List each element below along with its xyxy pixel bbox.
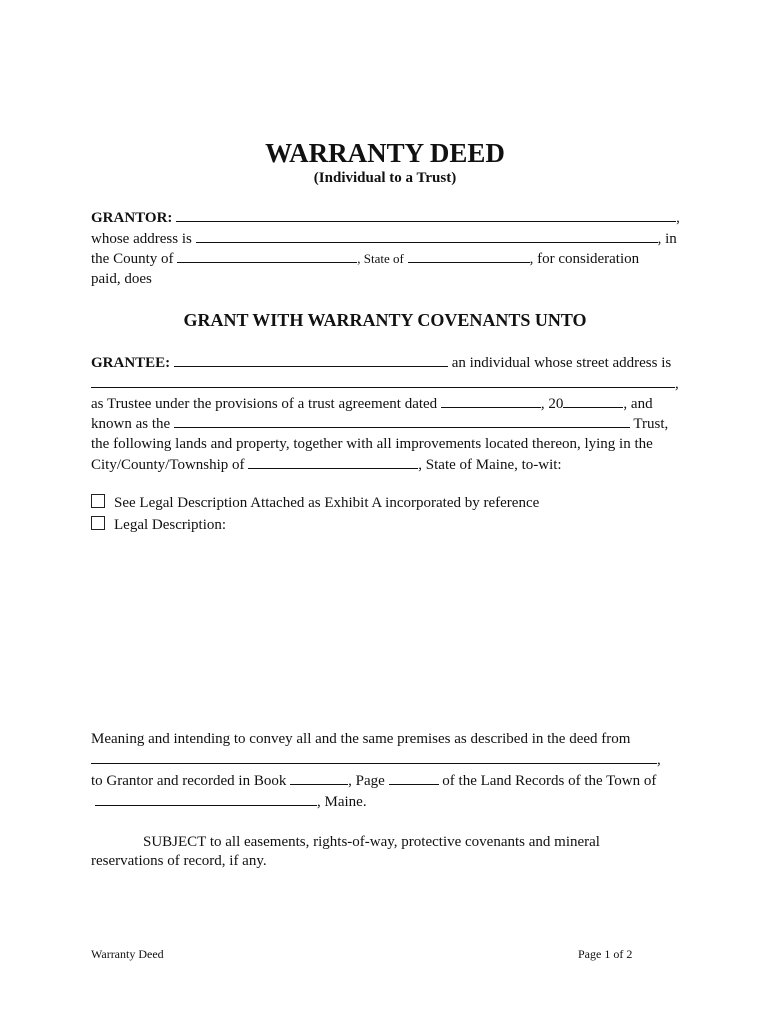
grantee-name-field[interactable]: [174, 352, 448, 367]
paid-does-line: paid, does: [91, 271, 152, 287]
deed-from-field[interactable]: [91, 749, 657, 764]
option-exhibit-a: [91, 493, 539, 513]
grantee-line: [91, 352, 671, 373]
state-maine-text: , State of Maine, to-wit:: [418, 457, 562, 473]
trust-date-field[interactable]: [441, 393, 541, 408]
footer-page-number: Page 1 of 2: [578, 947, 633, 961]
grantor-label: GRANTOR:: [91, 210, 173, 226]
grantee-label: GRANTEE:: [91, 355, 171, 371]
address-label: whose address is: [91, 231, 192, 247]
known-as-line: [91, 413, 668, 434]
town-field[interactable]: [95, 791, 317, 806]
grantor-county-line: [91, 248, 639, 269]
deed-from-line: [91, 749, 661, 770]
trustee-text: as Trustee under the provisions of a trust agreement dated: [91, 396, 438, 412]
grantee-address-field[interactable]: [91, 373, 675, 388]
consideration-text: , for consideration: [529, 251, 640, 267]
trust-year-field[interactable]: [563, 393, 623, 408]
recorded-text: to Grantor and recorded in Book: [91, 773, 287, 789]
township-line: [91, 454, 562, 475]
township-label: City/County/Township of: [91, 457, 245, 473]
trust-end: Trust,: [633, 416, 669, 432]
exhibit-a-label: See Legal Description Attached as Exhibit A incorporated by reference: [114, 495, 540, 511]
punct: ,: [676, 210, 680, 226]
trust-name-field[interactable]: [174, 413, 630, 428]
street-text: an individual whose street address is: [451, 355, 672, 371]
subject-line-2: reservations of record, if any.: [91, 853, 267, 869]
document-subtitle: (Individual to a Trust): [313, 170, 457, 186]
meaning-line: Meaning and intending to convey all and the same premises as described in the deed from: [91, 731, 631, 747]
county-label: the County of: [91, 251, 174, 267]
document-title: WARRANTY DEED: [265, 138, 505, 168]
book-field[interactable]: [290, 770, 348, 785]
address-end: , in: [657, 231, 677, 247]
section-heading: GRANT WITH WARRANTY COVENANTS UNTO: [183, 310, 587, 330]
grantor-state-field[interactable]: [408, 248, 530, 263]
subject-line-1: SUBJECT to all easements, rights-of-way, protective covenants and mineral: [143, 834, 600, 850]
township-field[interactable]: [248, 454, 418, 469]
recorded-line: [91, 770, 656, 791]
maine-end: , Maine.: [317, 794, 367, 810]
grantee-address-line: [91, 373, 679, 394]
lands-line: the following lands and property, together with all improvements located thereon, lying in the: [91, 436, 653, 452]
and-text: , and: [623, 396, 653, 412]
page-label: , Page: [348, 773, 385, 789]
town-line: [95, 791, 367, 812]
page-field[interactable]: [389, 770, 439, 785]
land-records-text: of the Land Records of the Town of: [442, 773, 657, 789]
punct: ,: [657, 752, 661, 768]
legal-description-checkbox[interactable]: [91, 516, 105, 530]
footer-doc-name: Warranty Deed: [91, 947, 164, 961]
grantor-line: [91, 207, 680, 228]
trustee-line: [91, 393, 653, 414]
grantor-address-field[interactable]: [196, 228, 658, 243]
year-prefix: , 20: [540, 396, 564, 412]
exhibit-a-checkbox[interactable]: [91, 494, 105, 508]
known-as-label: known as the: [91, 416, 171, 432]
legal-description-label: Legal Description:: [114, 517, 227, 533]
grantor-address-line: [91, 228, 677, 249]
punct: ,: [675, 376, 679, 392]
grantor-county-field[interactable]: [177, 248, 357, 263]
grantor-name-field[interactable]: [176, 207, 676, 222]
state-label: , State of: [357, 251, 404, 266]
option-legal-description: [91, 515, 226, 535]
